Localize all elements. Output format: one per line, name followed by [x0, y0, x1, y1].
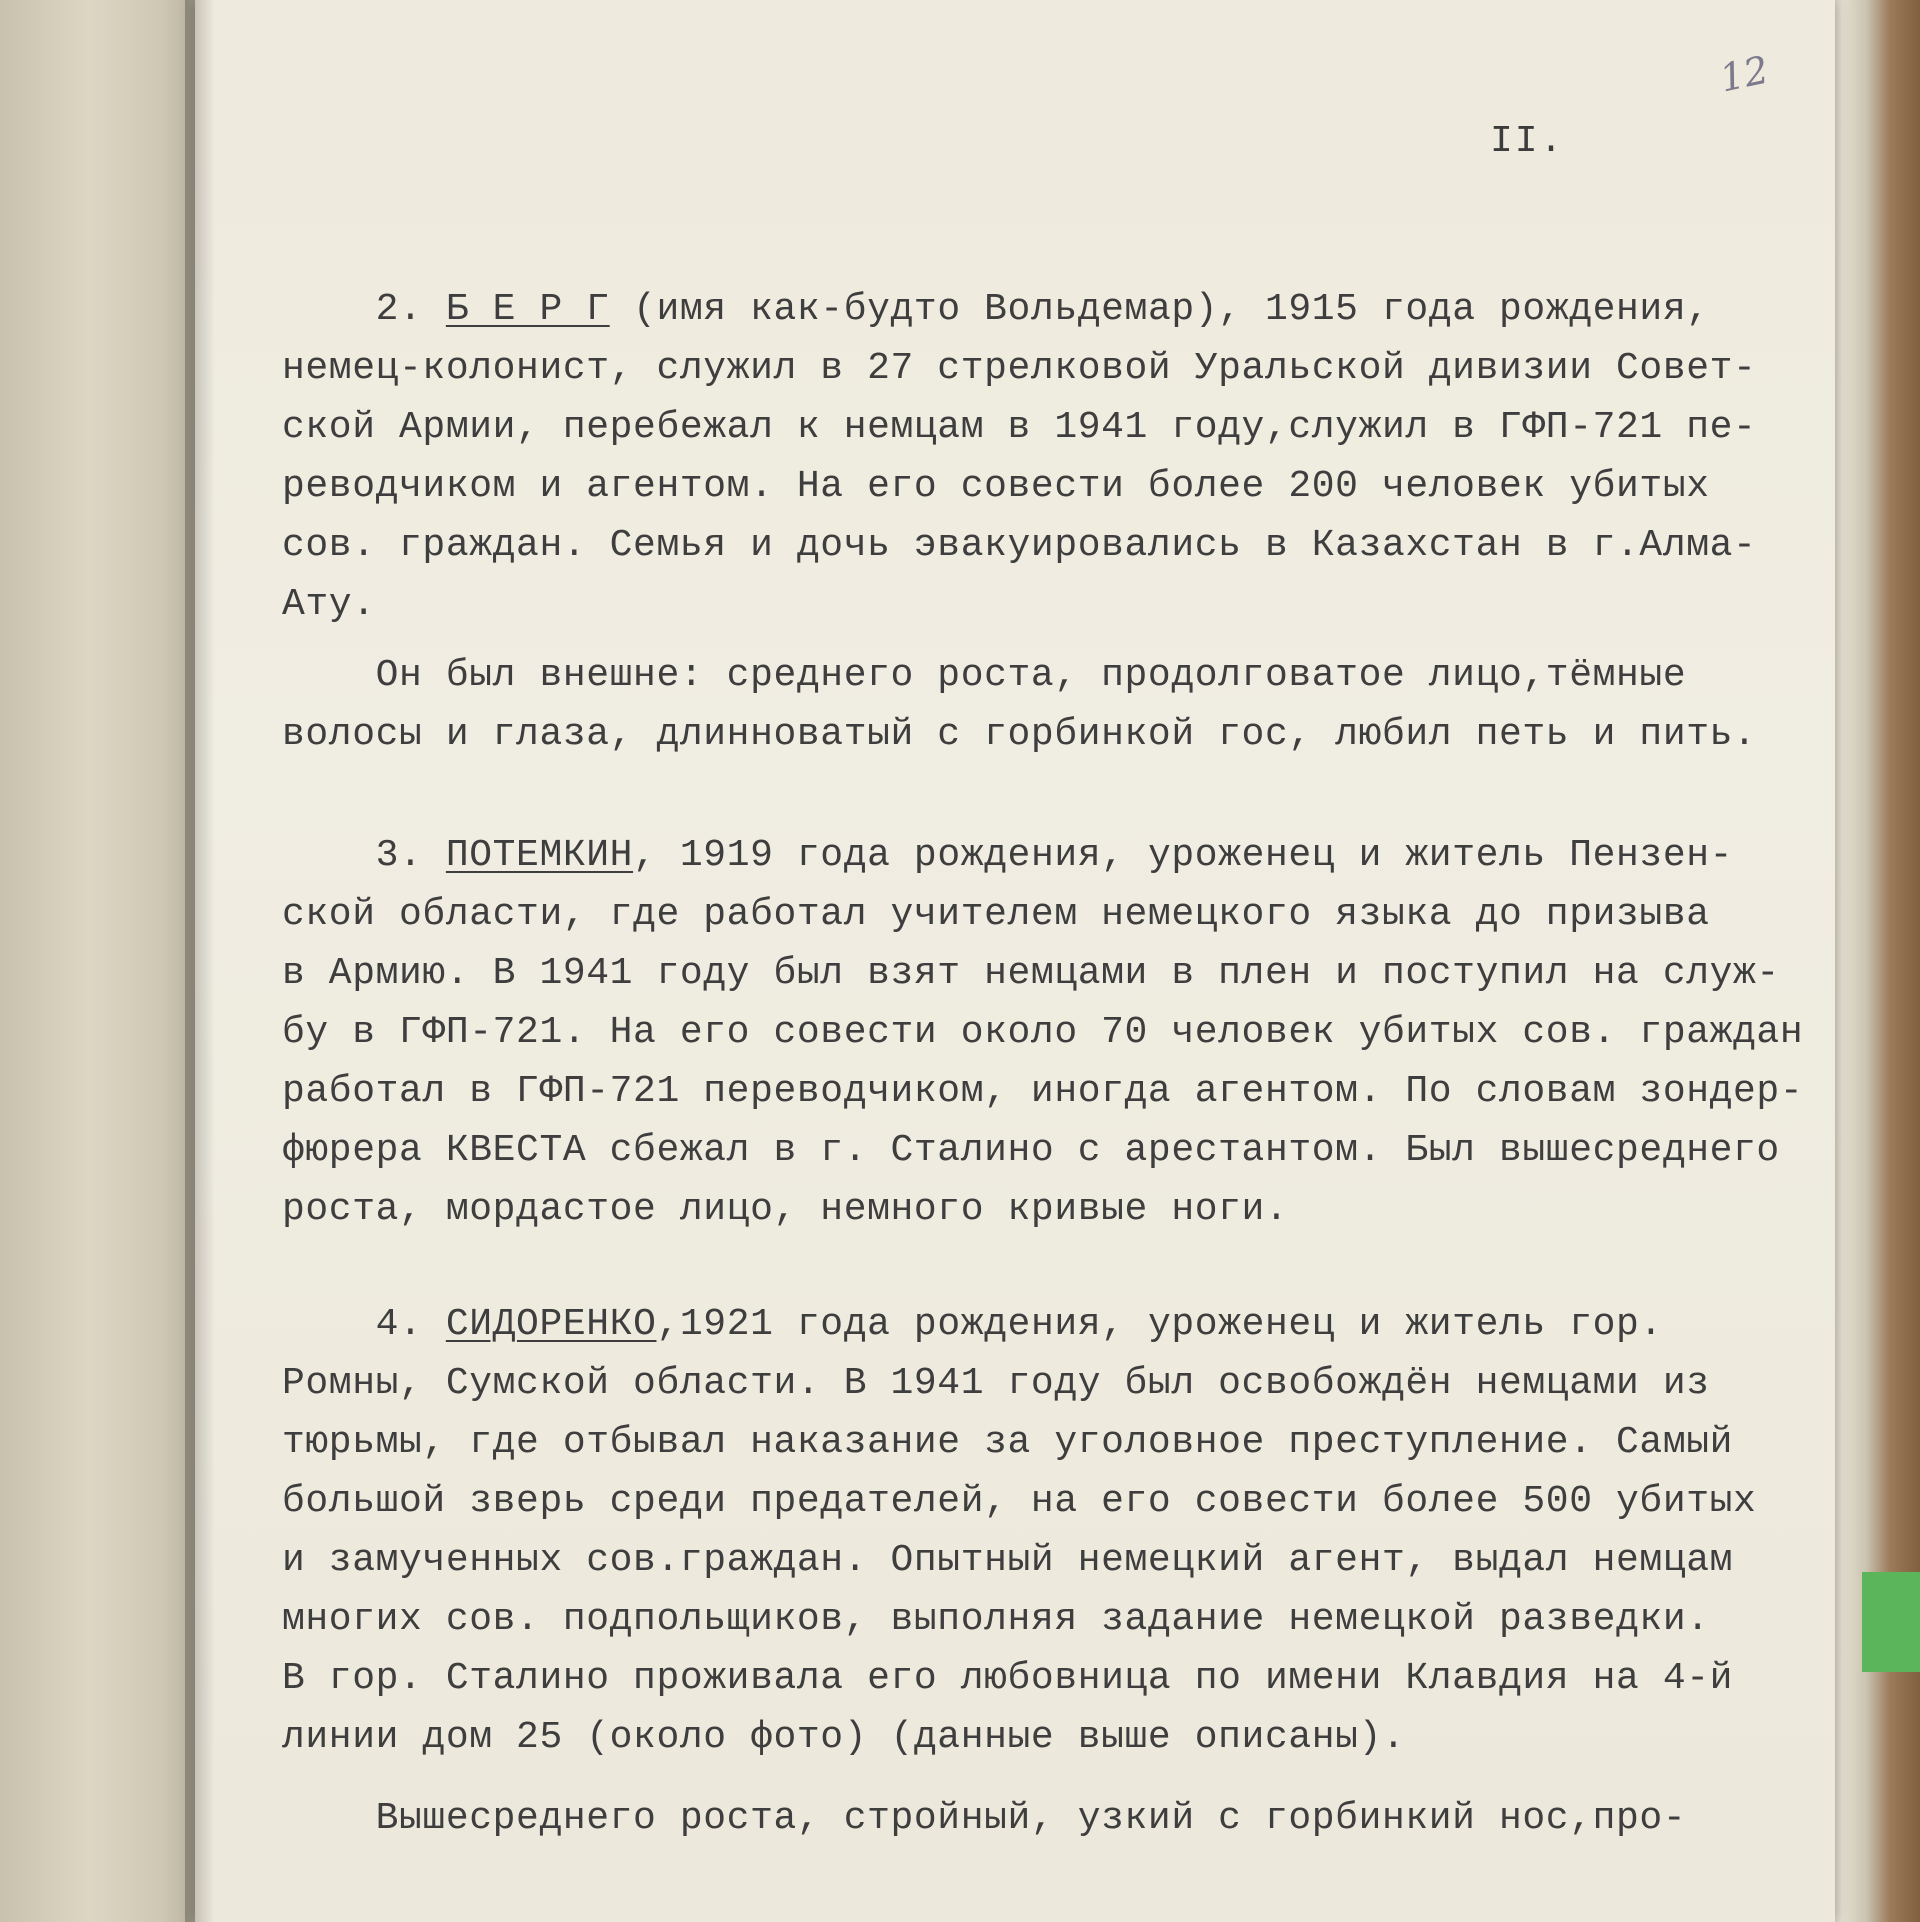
entry-name: ПОТЕМКИН [445, 834, 634, 877]
handwritten-folio-number: 12 [1715, 47, 1773, 101]
text-line: большой зверь среди предателей, на его совести более 500 убитых [282, 1480, 1757, 1523]
berg-appearance [282, 646, 1842, 764]
text-line: 3. ПОТЕМКИН, 1919 года рождения, уроженец и житель Пензен- [375, 834, 1734, 877]
sidorenko-appearance [282, 1789, 1842, 1848]
document-body [282, 280, 1842, 1848]
text-line: многих сов. подпольщиков, выполняя задание немецкой разведки. [282, 1598, 1710, 1641]
entry-number: 3. [375, 834, 446, 877]
text-line: Ромны, Сумской области. В 1941 году был освобождён немцами из [282, 1362, 1710, 1405]
page-number: II. [1490, 120, 1565, 163]
text-line: ской области, где работал учителем немецкого языка до призыва [282, 893, 1710, 936]
text-line: волосы и глаза, длинноватый с горбинкой гос, любил петь и пить. [282, 713, 1757, 756]
text-line: тюрьмы, где отбывал наказание за уголовное преступление. Самый [282, 1421, 1734, 1464]
text-line: работал в ГФП-721 переводчиком, иногда агентом. По словам зондер- [282, 1070, 1804, 1113]
text-line: и замученных сов.граждан. Опытный немецкий агент, выдал немцам [282, 1539, 1734, 1582]
spine-shadow [185, 0, 215, 1922]
text-line: 4. СИДОРЕНКО,1921 года рождения, уроженец и житель гор. [375, 1303, 1663, 1346]
entry-number: 4. [375, 1303, 446, 1346]
entry-number: 2. [375, 288, 446, 331]
paragraph-gap [282, 634, 1842, 646]
text-line: В гор. Сталино проживала его любовница по имени Клавдия на 4-й [282, 1657, 1734, 1700]
binder-left-edge [0, 0, 200, 1922]
text-line: ской Армии, перебежал к немцам в 1941 году,служил в ГФП-721 пе- [282, 406, 1757, 449]
text-line: реводчиком и агентом. На его совести более 200 человек убитых [282, 465, 1710, 508]
green-bookmark-tab [1862, 1572, 1920, 1672]
entry-berg [282, 280, 1842, 634]
text-line: немец-колонист, служил в 27 стрелковой Уральской дивизии Совет- [282, 347, 1757, 390]
entry-name: Б Е Р Г [445, 288, 610, 331]
text-line: 2. Б Е Р Г (имя как-будто Вольдемар), 1915 года рождения, [375, 288, 1710, 331]
text-line: сов. граждан. Семья и дочь эвакуировались в Казахстан в г.Алма- [282, 524, 1757, 567]
entry-potemkin [282, 826, 1842, 1239]
text-line: бу в ГФП-721. На его совести около 70 человек убитых сов. граждан [282, 1011, 1804, 1054]
paragraph-gap [282, 1239, 1842, 1295]
text-line: Он был внешне: среднего роста, продолговатое лицо,тёмные [282, 654, 1687, 697]
text-line: линии дом 25 (около фото) (данные выше описаны). [282, 1716, 1406, 1759]
entry-sidorenko [282, 1295, 1842, 1767]
entry-name: СИДОРЕНКО [445, 1303, 657, 1346]
text-line: Ату. [282, 583, 376, 626]
text-line: роста, мордастое лицо, немного кривые ноги. [282, 1188, 1289, 1231]
text-line: в Армию. В 1941 году был взят немцами в плен и поступил на служ- [282, 952, 1780, 995]
text-line: Вышесреднего роста, стройный, узкий с горбинкий нос,про- [282, 1797, 1687, 1840]
text-line: фюрера КВЕСТА сбежал в г. Сталино с арестантом. Был вышесреднего [282, 1129, 1780, 1172]
paragraph-gap [282, 764, 1842, 826]
paragraph-gap [282, 1767, 1842, 1789]
